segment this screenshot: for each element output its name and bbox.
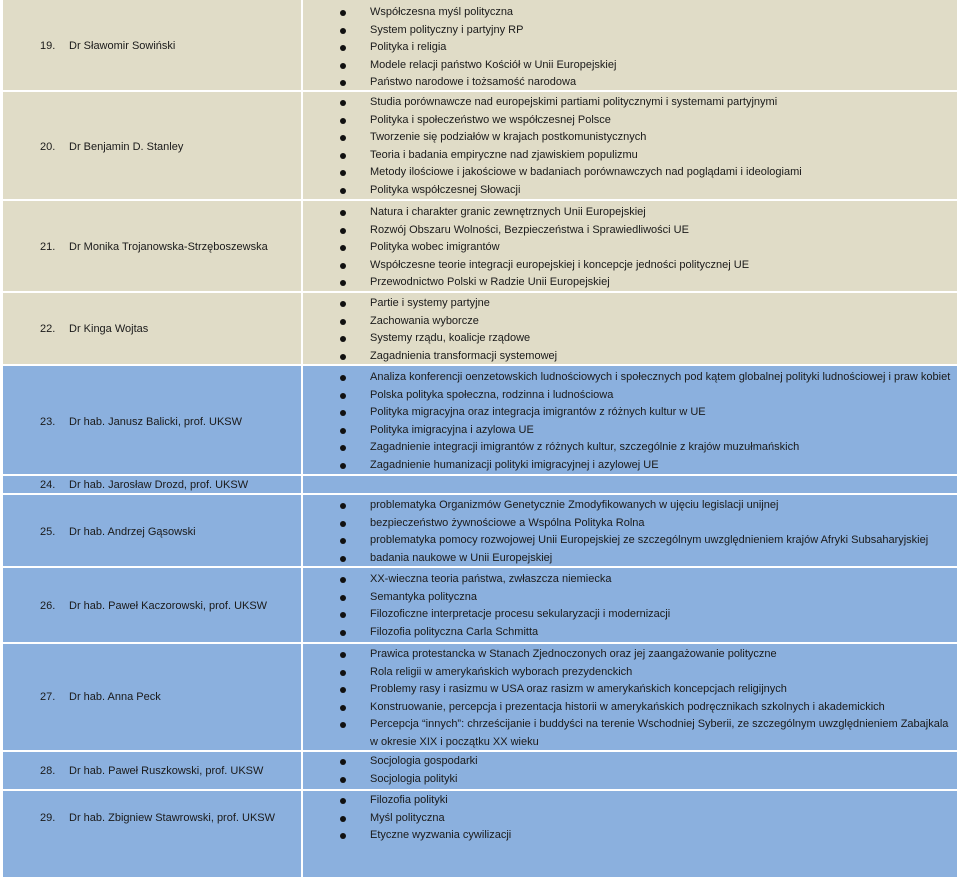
list-item: Partie i systemy partyjne (340, 295, 951, 313)
name-cell (3, 752, 301, 789)
topics-list (340, 753, 951, 788)
name-cell (3, 568, 301, 642)
list-item: Polityka współczesnej Słowacji (340, 182, 951, 200)
person-label (40, 812, 275, 824)
table-row (0, 568, 960, 644)
table-row (0, 366, 960, 476)
row-number: 23. (40, 416, 56, 428)
name-cell (3, 0, 301, 90)
person-label (40, 765, 263, 777)
person-name: Dr hab. Anna Peck (69, 691, 161, 703)
list-item: Polska polityka społeczna, rodzinna i ludnościowa (340, 387, 951, 405)
person-name: Dr hab. Janusz Balicki, prof. UKSW (69, 416, 243, 428)
list-item: Percepcja “innych”: chrześcijanie i buddyści na terenie Wschodniej Syberii, ze szczególnym uwzględnieniem Zabajkala w okresie XIX i początku XX wieku (340, 716, 951, 751)
topics-list (340, 204, 951, 292)
topics-list (340, 369, 951, 474)
list-item: Współczesna myśl polityczna (340, 4, 951, 22)
name-cell (3, 476, 301, 493)
person-label (40, 141, 183, 153)
person-name: Dr Benjamin D. Stanley (69, 141, 184, 153)
list-item: Metody ilościowe i jakościowe w badaniach porównawczych nad poglądami i ideologiami (340, 164, 951, 182)
person-label (40, 416, 242, 428)
person-label (40, 40, 175, 52)
row-number: 20. (40, 141, 56, 153)
table-row (0, 92, 960, 201)
person-label (40, 323, 148, 335)
row-number: 25. (40, 526, 56, 538)
topics-cell (303, 495, 957, 566)
name-cell (3, 366, 301, 474)
topics-cell (303, 92, 957, 199)
list-item: Polityka migracyjna oraz integracja imigrantów z różnych kultur w UE (340, 404, 951, 422)
list-item: Semantyka polityczna (340, 589, 951, 607)
topics-cell (303, 293, 957, 364)
list-item: Państwo narodowe i tożsamość narodowa (340, 74, 951, 92)
person-name: Dr Kinga Wojtas (69, 323, 149, 335)
table-row (0, 791, 960, 879)
person-name: Dr hab. Jarosław Drozd, prof. UKSW (69, 479, 249, 491)
list-item: Studia porównawcze nad europejskimi partiami politycznymi i systemami partyjnymi (340, 94, 951, 112)
list-item: Rola religii w amerykańskich wyborach prezydenckich (340, 664, 951, 682)
topics-list (340, 295, 951, 365)
row-number: 27. (40, 691, 56, 703)
list-item: Modele relacji państwo Kościół w Unii Europejskiej (340, 57, 951, 75)
list-item: Zagadnienie integracji imigrantów z różnych kultur, szczególnie z krajów muzułmańskich (340, 439, 951, 457)
table-row (0, 201, 960, 293)
person-name: Dr Monika Trojanowska-Strzęboszewska (69, 241, 268, 253)
list-item: Socjologia gospodarki (340, 753, 951, 771)
topics-list (340, 792, 951, 845)
list-item: System polityczny i partyjny RP (340, 22, 951, 40)
row-number: 19. (40, 40, 56, 52)
name-cell (3, 201, 301, 291)
list-item: Przewodnictwo Polski w Radzie Unii Europejskiej (340, 274, 951, 292)
person-name: Dr hab. Paweł Kaczorowski, prof. UKSW (69, 600, 268, 612)
person-name: Dr hab. Andrzej Gąsowski (69, 526, 196, 538)
list-item: Analiza konferencji oenzetowskich ludnościowych i społecznych pod kątem globalnej polityki ludnościowej i praw kobiet (340, 369, 951, 387)
row-number: 26. (40, 600, 56, 612)
person-name: Dr Sławomir Sowiński (69, 40, 176, 52)
table-row (0, 495, 960, 568)
person-label (40, 691, 161, 703)
list-item: Socjologia polityki (340, 771, 951, 789)
topics-cell (303, 568, 957, 642)
topics-list (340, 646, 951, 751)
list-item: Filozofia polityczna Carla Schmitta (340, 624, 951, 642)
topics-list (340, 497, 951, 567)
person-label (40, 600, 267, 612)
list-item: Teoria i badania empiryczne nad zjawiskiem populizmu (340, 147, 951, 165)
list-item: Prawica protestancka w Stanach Zjednoczonych oraz jej zaangażowanie polityczne (340, 646, 951, 664)
topics-cell (303, 201, 957, 291)
list-item: Myśl polityczna (340, 810, 951, 828)
table-row (0, 293, 960, 366)
person-label (40, 479, 248, 491)
list-item: Współczesne teorie integracji europejskiej i koncepcje jedności politycznej UE (340, 257, 951, 275)
table-row (0, 644, 960, 752)
name-cell (3, 293, 301, 364)
list-item: Filozofia polityki (340, 792, 951, 810)
row-number: 28. (40, 765, 56, 777)
list-item: Zagadnienia transformacji systemowej (340, 348, 951, 366)
row-number: 21. (40, 241, 56, 253)
list-item: Zagadnienie humanizacji polityki imigracyjnej i azylowej UE (340, 457, 951, 475)
person-label (40, 526, 196, 538)
person-label (40, 241, 268, 253)
topics-cell (303, 752, 957, 789)
name-cell (3, 495, 301, 566)
list-item: Systemy rządu, koalicje rządowe (340, 330, 951, 348)
row-number: 24. (40, 479, 56, 491)
list-item: Polityka imigracyjna i azylowa UE (340, 422, 951, 440)
list-item: Zachowania wyborcze (340, 313, 951, 331)
list-item: Etyczne wyzwania cywilizacji (340, 827, 951, 845)
name-cell (3, 791, 301, 877)
topics-list (340, 571, 951, 641)
list-item: Tworzenie się podziałów w krajach postkomunistycznych (340, 129, 951, 147)
list-item: Polityka i społeczeństwo we współczesnej Polsce (340, 112, 951, 130)
list-item: bezpieczeństwo żywnościowe a Wspólna Polityka Rolna (340, 515, 951, 533)
person-name: Dr hab. Paweł Ruszkowski, prof. UKSW (69, 765, 264, 777)
row-number: 29. (40, 812, 56, 824)
list-item: Problemy rasy i rasizmu w USA oraz rasizm w amerykańskich koncepcjach religijnych (340, 681, 951, 699)
topics-cell (303, 0, 957, 90)
list-item: Natura i charakter granic zewnętrznych Unii Europejskiej (340, 204, 951, 222)
row-number: 22. (40, 323, 56, 335)
list-item: Polityka wobec imigrantów (340, 239, 951, 257)
topics-cell (303, 476, 957, 493)
list-item: Konstruowanie, percepcja i prezentacja historii w amerykańskich podręcznikach szkolnych i akademickich (340, 699, 951, 717)
list-item: problematyka Organizmów Genetycznie Zmodyfikowanych w ujęciu legislacji unijnej (340, 497, 951, 515)
person-name: Dr hab. Zbigniew Stawrowski, prof. UKSW (69, 812, 276, 824)
table-row (0, 476, 960, 495)
list-item: Filozoficzne interpretacje procesu sekularyzacji i modernizacji (340, 606, 951, 624)
topics-list (340, 4, 951, 92)
list-item: Polityka i religia (340, 39, 951, 57)
name-cell (3, 644, 301, 750)
table-row (0, 752, 960, 791)
topics-cell (303, 791, 957, 877)
topics-cell (303, 644, 957, 750)
list-item: Rozwój Obszaru Wolności, Bezpieczeństwa i Sprawiedliwości UE (340, 222, 951, 240)
table-row (0, 0, 960, 92)
topics-list (340, 94, 951, 199)
topics-cell (303, 366, 957, 474)
name-cell (3, 92, 301, 199)
list-item: problematyka pomocy rozwojowej Unii Europejskiej ze szczególnym uwzględnieniem krajów Afryki Subsaharyjskiej (340, 532, 951, 550)
list-item: badania naukowe w Unii Europejskiej (340, 550, 951, 568)
list-item: XX-wieczna teoria państwa, zwłaszcza niemiecka (340, 571, 951, 589)
